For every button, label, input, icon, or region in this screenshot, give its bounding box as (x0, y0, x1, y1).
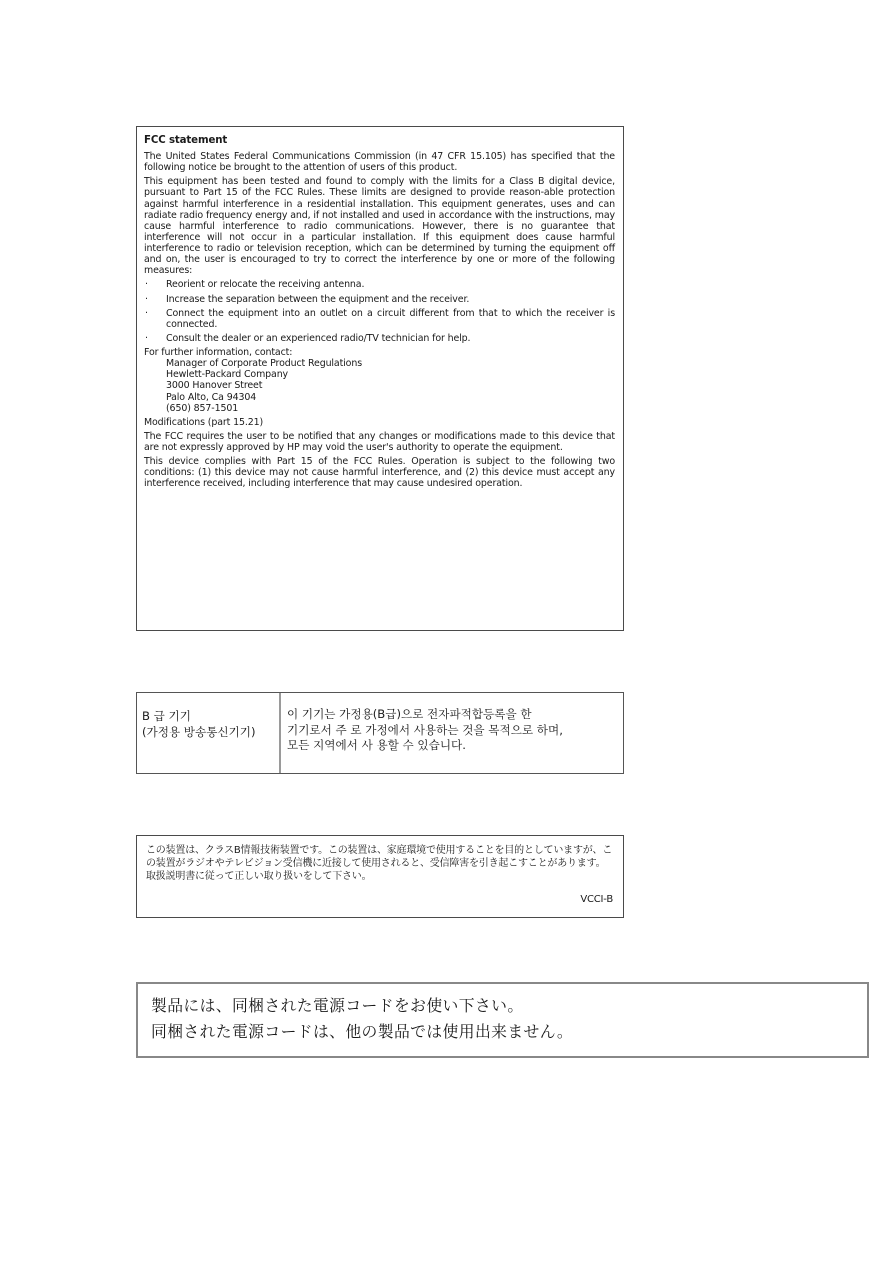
contact-heading: For further information, contact: (144, 347, 293, 359)
list-item: · Reorient or relocate the receiving antenna. (145, 279, 365, 291)
fcc-statement-box (136, 126, 624, 631)
list-item: · Increase the separation between the equipment and the receiver. (145, 293, 470, 305)
contact-line: (650) 857-1501 (166, 402, 239, 414)
japanese-vcci-notice (136, 835, 624, 918)
bullet-icon: · (145, 293, 148, 305)
bullet-icon: · (145, 332, 148, 344)
fcc-body: This equipment has been tested and found to comply with the limits for a Class B digital device, pursuant to Part 15 of the FCC Rules. These limits are designed to provide reason-able protection against harmful interference in a residential installation. This equipment generates, uses and can radiate radio frequency energy and, if not installed and used in accordance with the instructions, may cause harmful interference to radio communications. However, there is no guarantee that interference will not occur in a particular installation. If this equipment does cause harmful interference to radio or television reception, which can be determined by turning the equipment off and on, the user is encouraged to try to correct the interference by one or more of the following measures: (144, 176, 615, 277)
list-item: · Connect the equipment into an outlet on a circuit different from that to which the receiver is connected. (145, 307, 615, 330)
korean-class-label-cell (137, 693, 281, 773)
compliance-text: This device complies with Part 15 of the FCC Rules. Operation is subject to the following two conditions: (1) this device may not cause harmful interference, and (2) this device must accept any interference received, including interference that may cause undesired operation. (144, 456, 615, 490)
list-item: · Consult the dealer or an experienced radio/TV technician for help. (145, 332, 471, 344)
bullet-icon: · (145, 279, 148, 291)
fcc-intro: The United States Federal Communications Commission (in 47 CFR 15.105) has specified that the following notice be brought to the attention of users of this product. (144, 151, 615, 174)
power-cord-line: 製品には、同梱された電源コードをお使い下さい。 (151, 996, 524, 1015)
bullet-icon: · (145, 307, 148, 319)
korean-text-line: 모든 지역에서 사 용할 수 있습니다. (287, 738, 466, 752)
korean-class-label: B 급 기기 (142, 709, 191, 723)
korean-text-line: 기기로서 주 로 가정에서 사용하는 것을 목적으로 하며, (287, 722, 563, 737)
korean-class-sublabel: (가정용 방송통신기기) (142, 724, 256, 739)
vcci-mark: VCCI-B (580, 894, 613, 905)
japanese-power-cord-notice (136, 982, 869, 1058)
korean-class-b-notice (136, 692, 624, 774)
modifications-heading: Modifications (part 15.21) (144, 416, 264, 428)
korean-text-cell (281, 693, 623, 773)
power-cord-line: 同梱された電源コードは、他の製品では使用出来ません。 (151, 1022, 574, 1041)
contact-line: Manager of Corporate Product Regulations (166, 358, 362, 370)
modifications-text: The FCC requires the user to be notified that any changes or modifications made to this device that are not expressly approved by HP may void the user's authority to operate the equipment. (144, 430, 615, 453)
contact-line: 3000 Hanover Street (166, 380, 263, 392)
korean-text-line: 이 기기는 가정용(B급)으로 전자파적합등록을 한 (287, 707, 532, 721)
contact-line: Hewlett-Packard Company (166, 369, 289, 381)
vcci-text: この装置は、クラスB情報技術装置です。この装置は、家庭環境で使用することを目的としていますが、この装置がラジオやテレビジョン受信機に近接して使用されると、受信障害を引き起こすことがあります。取扱説明書に従って正しい取り扱いをして下さい。 (146, 845, 613, 883)
fcc-title: FCC statement (144, 135, 228, 146)
contact-line: Palo Alto, Ca 94304 (166, 391, 257, 403)
fcc-measures-list (144, 279, 615, 344)
